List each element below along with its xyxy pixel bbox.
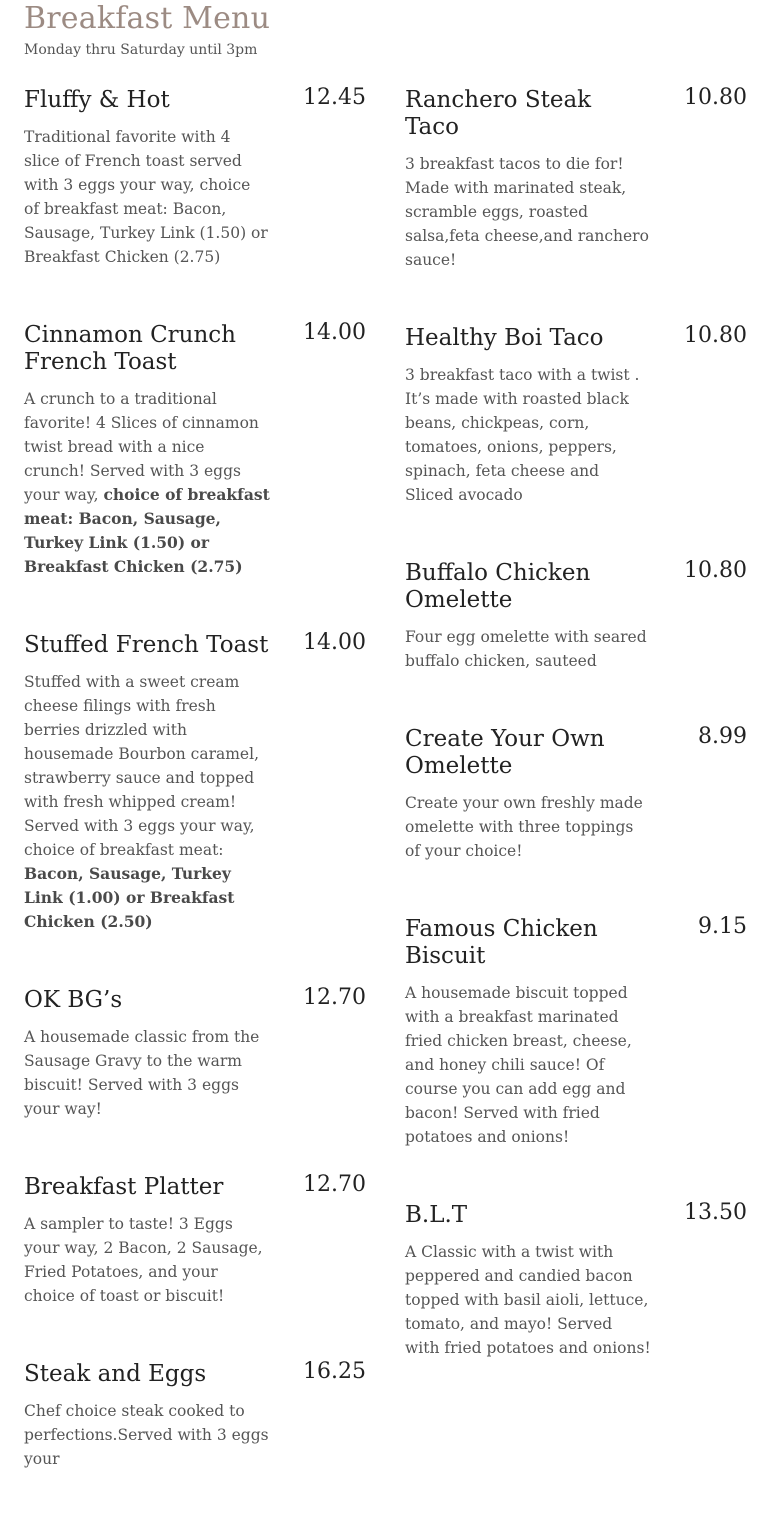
menu-item-price: 10.80 [684,558,747,583]
page-title: Breakfast Menu [24,1,271,36]
menu-item-description-text: A sampler to taste! 3 Eggs your way, 2 Bacon, 2 Sausage, Fried Potatoes, and your choice of toast or biscuit! [24,1215,263,1305]
menu-item-name: Steak and Eggs [24,1361,207,1387]
menu-item-description [24,1025,270,1121]
menu-hours-subtitle: Monday thru Saturday until 3pm [24,42,258,58]
menu-item-description [24,125,270,269]
menu-item-price: 10.80 [684,85,747,110]
menu-item-price: 10.80 [684,323,747,348]
menu-item-description-text: A crunch to a traditional favorite! 4 Slices of cinnamon twist bread with a nice crunch! Served with 3 eggs your way, [24,390,259,504]
menu-item-name: Healthy Boi Taco [405,325,604,351]
menu-item-name: Famous Chicken Biscuit [405,916,598,969]
menu-item-description [24,670,270,934]
menu-item-price: 14.00 [303,630,366,655]
menu-item-description-text: Chef choice steak cooked to perfections.Served with 3 eggs your [24,1402,269,1468]
menu-header [24,0,744,60]
menu-item-cinnamon-crunch-french-toast [24,319,366,579]
menu-item-name: Fluffy & Hot [24,87,170,113]
menu-item-famous-chicken-biscuit [405,913,747,1149]
menu-item-description: 3 breakfast tacos to die for! Made with marinated steak, scramble eggs, roasted salsa,feta cheese,and ranchero sauce! [405,155,649,269]
menu-item-description: A housemade biscuit topped with a breakfast marinated fried chicken breast, cheese, and honey chili sauce! Of course you can add egg and bacon! Served with fried potatoes and onions! [405,984,632,1146]
menu-item-blt [405,1199,747,1360]
menu-item-name: B.L.T [405,1202,468,1228]
menu-item-name: OK BG’s [24,987,123,1013]
menu-item-fluffy-and-hot [24,84,366,269]
menu-item-name: Breakfast Platter [24,1174,224,1200]
menu-item-healthy-boi-taco [405,322,747,507]
menu-item-description [24,387,270,579]
menu-column-left [24,84,366,1521]
menu-item-description-bold: Bacon, Sausage, Turkey Link (1.00) or Breakfast Chicken (2.50) [24,864,235,931]
menu-item-buffalo-chicken-omelette [405,557,747,673]
menu-item-name: Ranchero Steak Taco [405,87,592,140]
menu-item-ranchero-steak-taco [405,84,747,272]
menu-item-price: 13.50 [684,1200,747,1225]
menu-item-description: A Classic with a twist with peppered and candied bacon topped with basil aioli, lettuce, tomato, and mayo! Served with fried potatoes and onions! [405,1243,651,1357]
menu-item-description [24,1399,270,1471]
menu-item-create-your-own-omelette [405,723,747,863]
menu-item-description: 3 breakfast taco with a twist . It’s made with roasted black beans, chickpeas, corn, tomatoes, onions, peppers, spinach, feta cheese and Sliced avocado [405,366,640,504]
menu-item-breakfast-platter [24,1171,366,1308]
menu-item-steak-and-eggs [24,1358,366,1471]
menu-item-price: 12.70 [303,1172,366,1197]
menu-item-name: Stuffed French Toast [24,632,269,658]
menu-item-stuffed-french-toast [24,629,366,934]
menu-item-name: Create Your Own Omelette [405,726,605,779]
menu-item-description [24,1212,270,1308]
menu-item-description-text: Traditional favorite with 4 slice of French toast served with 3 eggs your way, choice of breakfast meat: Bacon, Sausage, Turkey Link (1.50) or Breakfast Chicken (2.75) [24,128,268,266]
menu-item-price: 9.15 [698,914,747,939]
menu-item-price: 12.45 [303,85,366,110]
menu-item-name: Buffalo Chicken Omelette [405,560,591,613]
menu-item-price: 12.70 [303,985,366,1010]
menu-item-description: Create your own freshly made omelette with three toppings of your choice! [405,794,643,860]
menu-item-description-text: A housemade classic from the Sausage Gravy to the warm biscuit! Served with 3 eggs your way! [24,1028,260,1118]
menu-item-price: 8.99 [698,724,747,749]
menu-item-ok-bgs [24,984,366,1121]
menu-item-description-bold: choice of breakfast meat: Bacon, Sausage, Turkey Link (1.50) or Breakfast Chicken (2.75) [24,485,270,576]
menu-item-price: 16.25 [303,1359,366,1384]
menu-column-right [405,84,747,1410]
menu-item-name: Cinnamon Crunch French Toast [24,322,236,375]
menu-item-description: Four egg omelette with seared buffalo chicken, sauteed [405,628,647,670]
menu-item-description-text: Stuffed with a sweet cream cheese filings with fresh berries drizzled with housemade Bourbon caramel, strawberry sauce and topped with fresh whipped cream! Served with 3 eggs your way, choice of breakfast meat: [24,673,259,859]
menu-item-price: 14.00 [303,320,366,345]
